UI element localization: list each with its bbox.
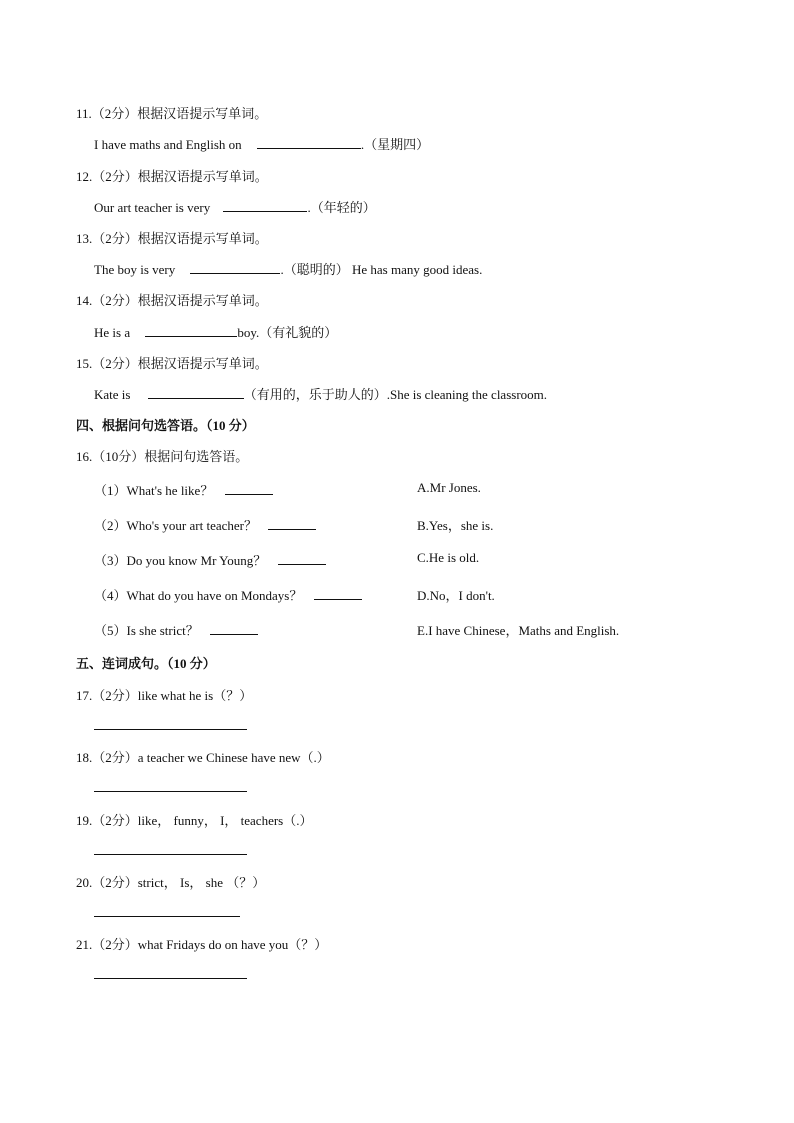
match-question-3 — [94, 550, 326, 569]
match-question-3-blank[interactable] — [278, 551, 326, 565]
question-15-prompt: 15.（2分）根据汉语提示写单词。 — [76, 356, 268, 371]
question-11-prompt: 11.（2分）根据汉语提示写单词。 — [76, 106, 268, 121]
match-question-4-text: （4）What do you have on Mondays？ — [94, 588, 303, 603]
question-21-prompt: 21.（2分）what Fridays do on have you（？） — [76, 937, 328, 952]
question-20-answer-line[interactable] — [94, 916, 240, 917]
match-question-2-text: （2）Who's your art teacher？ — [94, 518, 257, 533]
match-question-2-blank[interactable] — [268, 516, 316, 530]
question-17-prompt: 17.（2分）like what he is（？） — [76, 688, 253, 703]
question-20-prompt: 20.（2分）strict， Is， she （？） — [76, 875, 266, 890]
question-21-answer-line[interactable] — [94, 978, 247, 979]
match-answer-c: C.He is old. — [417, 550, 480, 565]
section-5-title: 五、连词成句。（10 分） — [76, 656, 216, 671]
question-14-sentence — [94, 322, 337, 341]
question-15-text-after: （有用的，乐于助人的）.She is cleaning the classroom. — [243, 387, 548, 402]
question-14-text-after: boy.（有礼貌的） — [237, 325, 338, 340]
question-15-blank[interactable] — [148, 385, 244, 399]
section-4-title: 四、根据问句选答语。（10 分） — [76, 418, 255, 433]
match-question-1-text: （1）What's he like？ — [94, 483, 214, 498]
match-question-5-blank[interactable] — [210, 621, 258, 635]
question-12-text-after: .（年轻的） — [307, 200, 376, 215]
question-12-text-before: Our art teacher is very — [94, 200, 211, 215]
match-answer-a: A.Mr Jones. — [417, 480, 481, 495]
question-18-prompt: 18.（2分）a teacher we Chinese have new（.） — [76, 750, 330, 765]
question-15-sentence — [94, 384, 547, 403]
question-13-prompt: 13.（2分）根据汉语提示写单词。 — [76, 231, 268, 246]
question-14-blank[interactable] — [145, 323, 237, 337]
question-18-answer-line[interactable] — [94, 791, 247, 792]
match-question-3-text: （3）Do you know Mr Young？ — [94, 553, 267, 568]
match-question-1-blank[interactable] — [225, 481, 273, 495]
question-15-text-before: Kate is — [94, 387, 131, 402]
match-question-2 — [94, 515, 316, 534]
question-13-text-before: The boy is very — [94, 262, 176, 277]
question-11-blank[interactable] — [257, 135, 361, 149]
question-14-text-before: He is a — [94, 325, 131, 340]
question-11-text-after: .（星期四） — [360, 137, 430, 152]
question-12-blank[interactable] — [223, 198, 307, 212]
match-question-5 — [94, 620, 258, 639]
question-13-blank[interactable] — [190, 260, 280, 274]
question-16-prompt: 16.（10分）根据问句选答语。 — [76, 449, 249, 464]
question-11-sentence — [94, 134, 429, 153]
question-13-text-after: .（聪明的） He has many good ideas. — [280, 262, 483, 277]
match-question-4 — [94, 585, 362, 604]
match-answer-b: B.Yes，she is. — [417, 518, 494, 533]
match-question-4-blank[interactable] — [314, 586, 362, 600]
question-17-answer-line[interactable] — [94, 729, 247, 730]
question-11-text-before: I have maths and English on — [94, 137, 242, 152]
question-13-sentence — [94, 259, 482, 278]
question-19-answer-line[interactable] — [94, 854, 247, 855]
question-12-prompt: 12.（2分）根据汉语提示写单词。 — [76, 169, 268, 184]
match-question-5-text: （5）Is she strict？ — [94, 623, 199, 638]
question-19-prompt: 19.（2分）like， funny， I， teachers（.） — [76, 813, 313, 828]
match-answer-d: D.No，I don't. — [417, 588, 495, 603]
match-answer-e: E.I have Chinese，Maths and English. — [417, 623, 620, 638]
question-12-sentence — [94, 197, 376, 216]
match-question-1 — [94, 480, 273, 499]
question-14-prompt: 14.（2分）根据汉语提示写单词。 — [76, 293, 268, 308]
